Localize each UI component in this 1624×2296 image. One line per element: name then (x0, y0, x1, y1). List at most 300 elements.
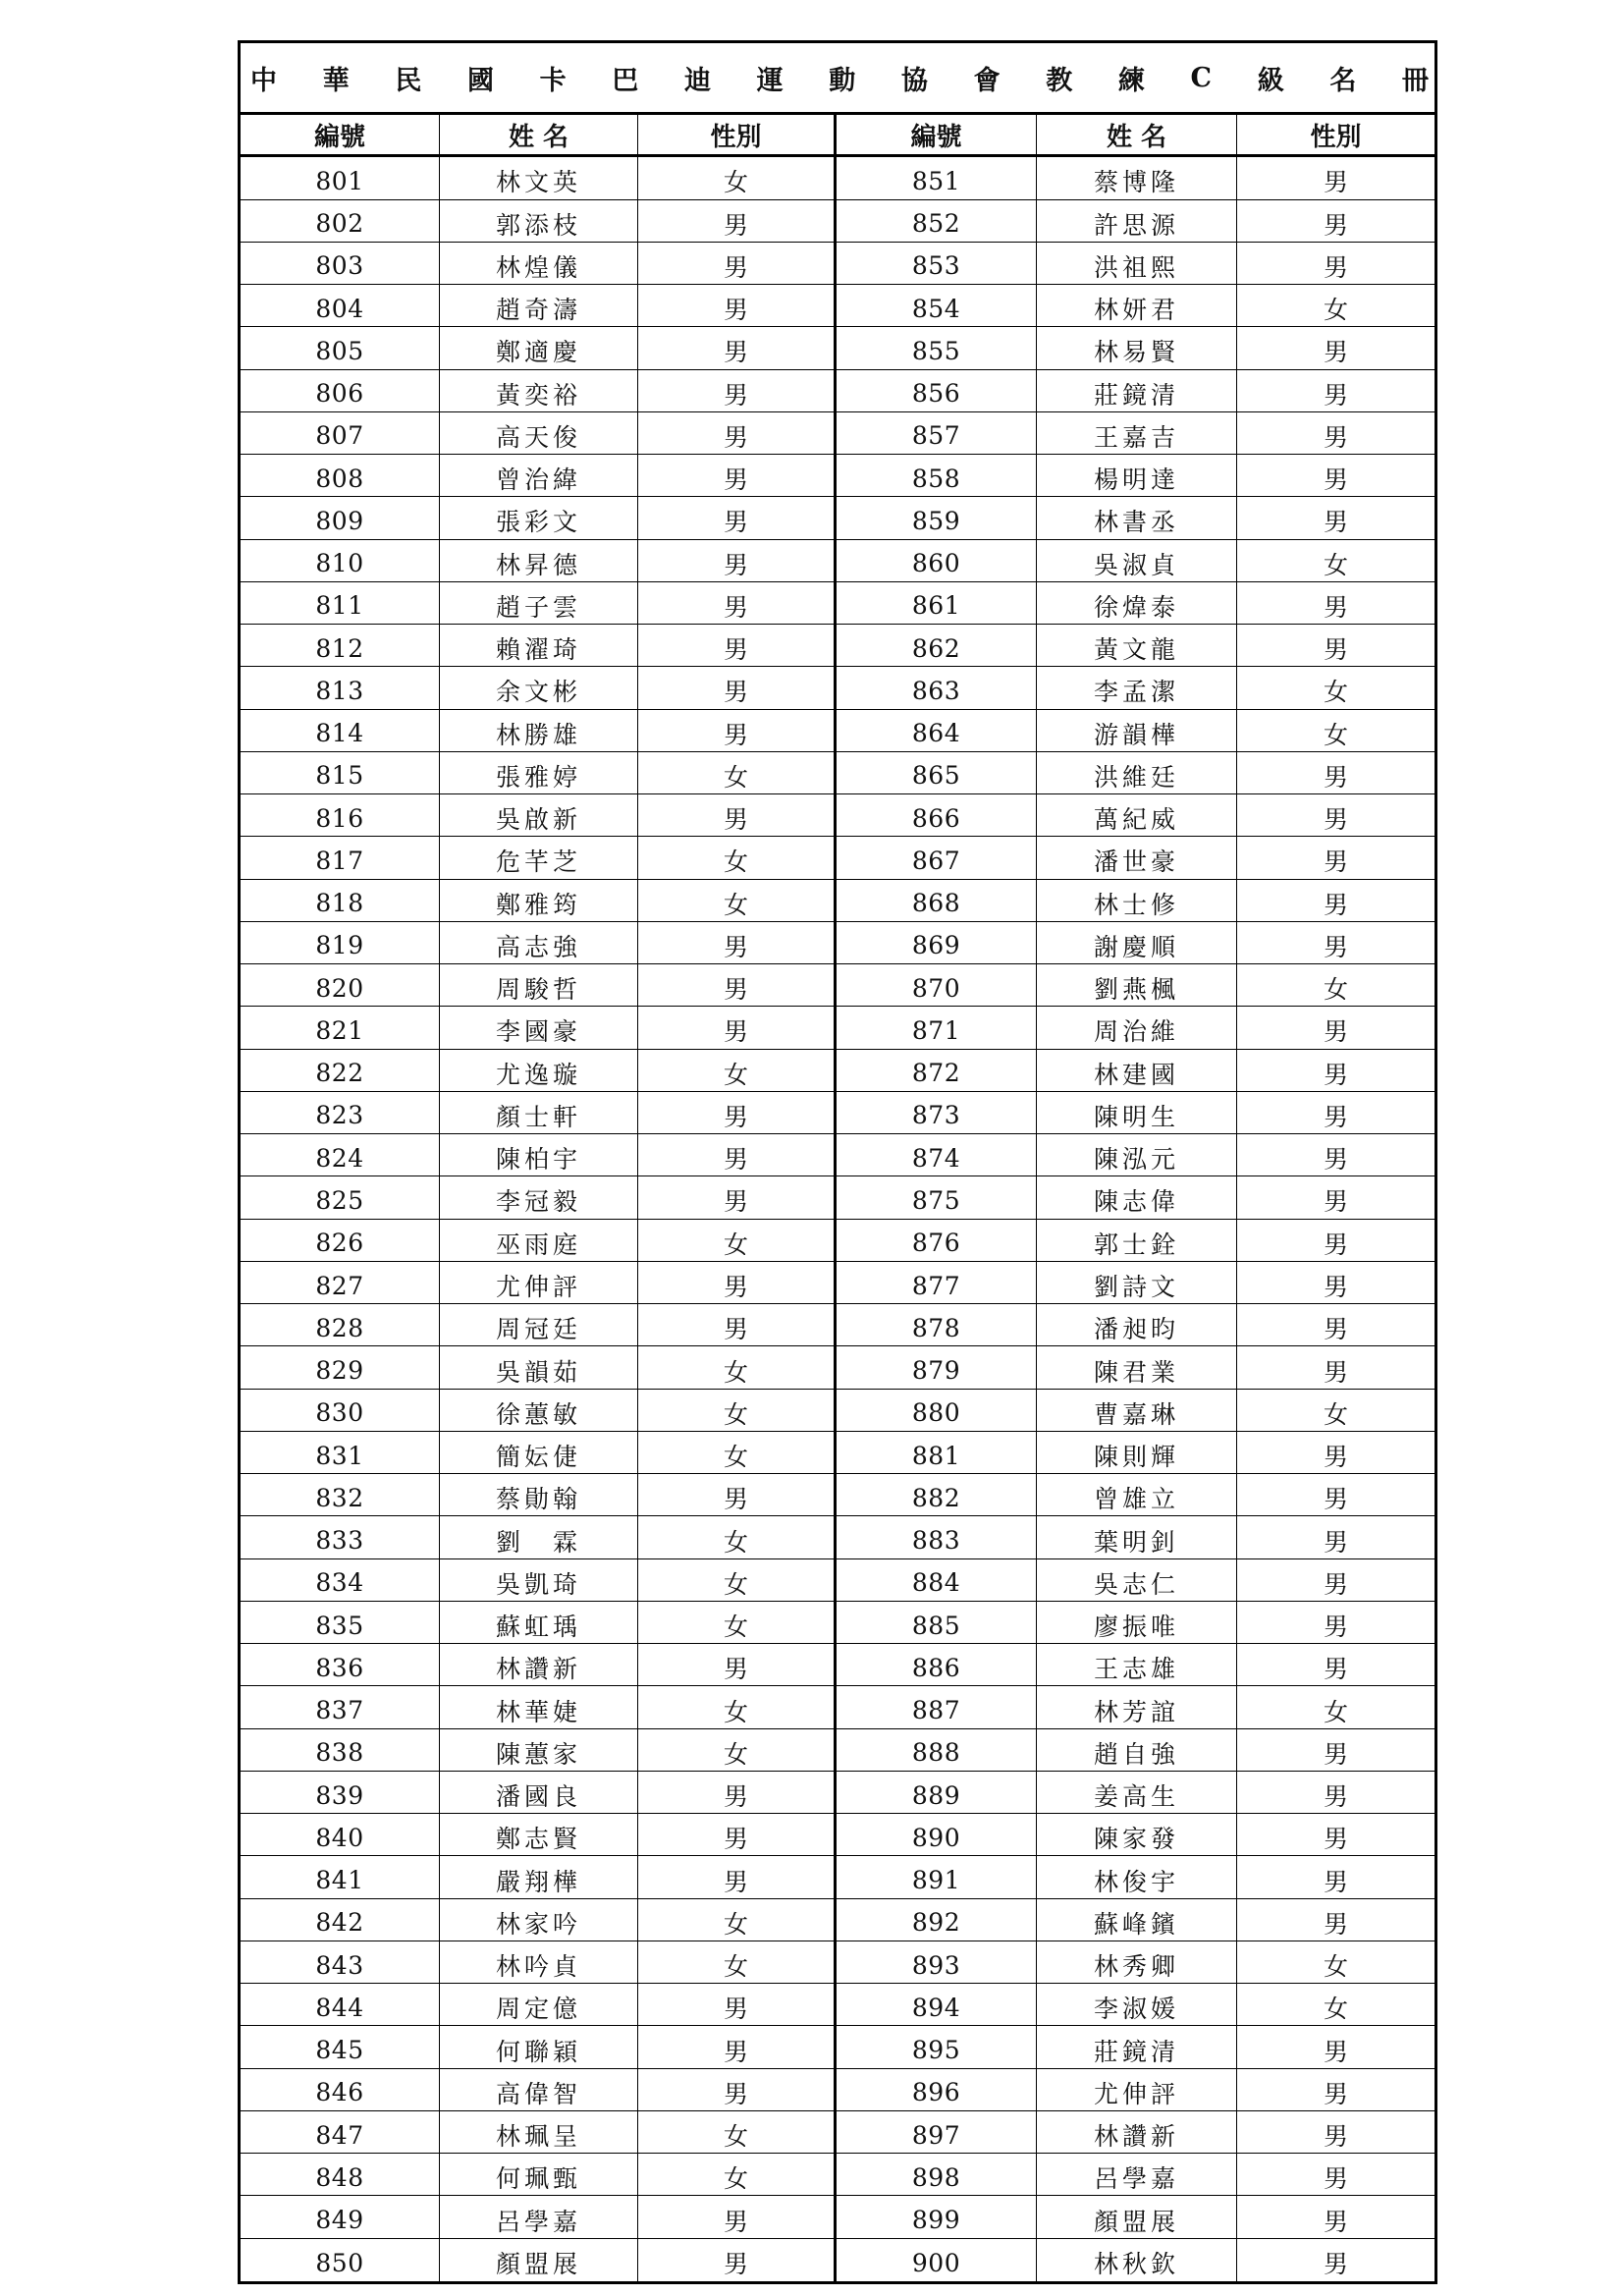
member-name: 徐煒泰 (1037, 582, 1237, 625)
title-char: 教 (1046, 65, 1073, 96)
column-header: 姓 名 (1037, 115, 1237, 157)
member-number: 810 (241, 540, 440, 582)
member-gender: 女 (638, 1220, 837, 1262)
member-number: 830 (241, 1390, 440, 1432)
member-name: 郭添枝 (440, 200, 638, 243)
member-number: 892 (837, 1899, 1037, 1941)
member-number: 834 (241, 1559, 440, 1602)
member-number: 808 (241, 455, 440, 497)
member-gender: 女 (638, 752, 837, 794)
member-number: 829 (241, 1346, 440, 1389)
member-gender: 男 (1237, 1644, 1435, 1686)
member-gender: 男 (1237, 1772, 1435, 1814)
member-name: 黃文龍 (1037, 625, 1237, 667)
member-number: 883 (837, 1516, 1037, 1558)
member-name: 趙奇濤 (440, 285, 638, 327)
member-gender: 男 (1237, 1899, 1435, 1941)
member-gender: 男 (1237, 1814, 1435, 1856)
member-gender: 男 (638, 540, 837, 582)
member-gender: 男 (1237, 1262, 1435, 1304)
member-gender: 女 (1237, 1686, 1435, 1728)
member-gender: 女 (638, 157, 837, 199)
member-name: 尤伸評 (1037, 2069, 1237, 2111)
member-gender: 男 (638, 922, 837, 964)
member-number: 881 (837, 1432, 1037, 1474)
member-name: 林妍君 (1037, 285, 1237, 327)
member-gender: 男 (1237, 582, 1435, 625)
member-number: 884 (837, 1559, 1037, 1602)
member-number: 872 (837, 1050, 1037, 1092)
member-name: 陳志偉 (1037, 1176, 1237, 1219)
member-name: 陳泓元 (1037, 1134, 1237, 1176)
member-gender: 男 (1237, 922, 1435, 964)
member-name: 許思源 (1037, 200, 1237, 243)
member-gender: 男 (638, 1644, 837, 1686)
member-number: 875 (837, 1176, 1037, 1219)
member-name: 林昇德 (440, 540, 638, 582)
member-gender: 男 (1237, 2026, 1435, 2068)
member-number: 821 (241, 1007, 440, 1049)
member-number: 841 (241, 1856, 440, 1898)
member-name: 黃奕裕 (440, 370, 638, 412)
member-name: 曾治緯 (440, 455, 638, 497)
member-number: 869 (837, 922, 1037, 964)
member-number: 832 (241, 1474, 440, 1516)
member-gender: 女 (1237, 1984, 1435, 2026)
member-number: 846 (241, 2069, 440, 2111)
member-number: 842 (241, 1899, 440, 1941)
member-name: 張雅婷 (440, 752, 638, 794)
member-name: 顏盟展 (1037, 2196, 1237, 2238)
member-name: 潘昶昀 (1037, 1304, 1237, 1346)
member-gender: 女 (1237, 964, 1435, 1007)
member-gender: 男 (638, 285, 837, 327)
member-name: 潘世豪 (1037, 837, 1237, 879)
member-gender: 男 (638, 1304, 837, 1346)
member-gender: 男 (638, 2196, 837, 2238)
member-name: 高志強 (440, 922, 638, 964)
member-number: 876 (837, 1220, 1037, 1262)
member-name: 張彩文 (440, 497, 638, 539)
member-name: 林士修 (1037, 880, 1237, 922)
member-name: 林煌儀 (440, 243, 638, 285)
title-char: 名 (1329, 65, 1357, 96)
member-gender: 女 (638, 1346, 837, 1389)
member-number: 896 (837, 2069, 1037, 2111)
title-char: 冊 (1402, 65, 1429, 96)
member-gender: 男 (638, 1134, 837, 1176)
member-name: 陳家發 (1037, 1814, 1237, 1856)
member-number: 885 (837, 1602, 1037, 1644)
member-number: 899 (837, 2196, 1037, 2238)
member-gender: 男 (1237, 1602, 1435, 1644)
member-gender: 男 (638, 1092, 837, 1134)
member-number: 865 (837, 752, 1037, 794)
member-gender: 男 (1237, 1050, 1435, 1092)
roster-sheet (238, 40, 1437, 2284)
member-name: 林文英 (440, 157, 638, 199)
member-name: 曹嘉琳 (1037, 1390, 1237, 1432)
member-number: 803 (241, 243, 440, 285)
member-gender: 男 (638, 1262, 837, 1304)
column-header: 姓 名 (440, 115, 638, 157)
member-name: 陳則輝 (1037, 1432, 1237, 1474)
member-name: 洪維廷 (1037, 752, 1237, 794)
member-name: 林易賢 (1037, 327, 1237, 369)
member-name: 李國豪 (440, 1007, 638, 1049)
member-gender: 男 (638, 412, 837, 455)
member-number: 836 (241, 1644, 440, 1686)
member-gender: 女 (638, 1390, 837, 1432)
column-header: 編號 (837, 115, 1037, 157)
member-gender: 男 (1237, 1474, 1435, 1516)
member-number: 801 (241, 157, 440, 199)
member-name: 林秀卿 (1037, 1941, 1237, 1984)
member-number: 857 (837, 412, 1037, 455)
member-gender: 女 (638, 1432, 837, 1474)
member-number: 827 (241, 1262, 440, 1304)
member-gender: 男 (1237, 243, 1435, 285)
member-name: 陳柏宇 (440, 1134, 638, 1176)
member-number: 835 (241, 1602, 440, 1644)
member-number: 825 (241, 1176, 440, 1219)
member-number: 890 (837, 1814, 1037, 1856)
member-number: 809 (241, 497, 440, 539)
member-name: 吳淑貞 (1037, 540, 1237, 582)
member-name: 王嘉吉 (1037, 412, 1237, 455)
member-number: 877 (837, 1262, 1037, 1304)
member-number: 894 (837, 1984, 1037, 2026)
member-number: 845 (241, 2026, 440, 2068)
member-gender: 男 (1237, 752, 1435, 794)
member-gender: 男 (1237, 794, 1435, 837)
member-gender: 男 (1237, 625, 1435, 667)
member-name: 林珮呈 (440, 2111, 638, 2154)
member-gender: 男 (1237, 200, 1435, 243)
member-name: 周冠廷 (440, 1304, 638, 1346)
member-gender: 男 (1237, 157, 1435, 199)
member-name: 劉燕楓 (1037, 964, 1237, 1007)
member-number: 852 (837, 200, 1037, 243)
member-number: 826 (241, 1220, 440, 1262)
member-name: 高天俊 (440, 412, 638, 455)
member-gender: 男 (1237, 2154, 1435, 2196)
member-number: 854 (837, 285, 1037, 327)
member-number: 811 (241, 582, 440, 625)
member-number: 831 (241, 1432, 440, 1474)
member-gender: 男 (1237, 1856, 1435, 1898)
member-name: 周駿哲 (440, 964, 638, 1007)
title-char: 中 (250, 65, 277, 96)
member-gender: 女 (638, 1602, 837, 1644)
member-number: 862 (837, 625, 1037, 667)
member-number: 895 (837, 2026, 1037, 2068)
member-name: 林建國 (1037, 1050, 1237, 1092)
member-number: 898 (837, 2154, 1037, 2196)
member-number: 874 (837, 1134, 1037, 1176)
member-number: 893 (837, 1941, 1037, 1984)
member-name: 趙子雲 (440, 582, 638, 625)
member-name: 鄭雅筠 (440, 880, 638, 922)
member-number: 840 (241, 1814, 440, 1856)
member-name: 吳凱琦 (440, 1559, 638, 1602)
member-name: 林讚新 (440, 1644, 638, 1686)
member-number: 889 (837, 1772, 1037, 1814)
member-name: 鄭志賢 (440, 1814, 638, 1856)
column-header: 性別 (1237, 115, 1435, 157)
member-number: 860 (837, 540, 1037, 582)
title-char: 運 (756, 65, 784, 96)
member-number: 844 (241, 1984, 440, 2026)
member-gender: 男 (638, 1176, 837, 1219)
member-number: 807 (241, 412, 440, 455)
member-name: 劉詩文 (1037, 1262, 1237, 1304)
member-number: 900 (837, 2239, 1037, 2281)
member-name: 莊鏡清 (1037, 370, 1237, 412)
member-gender: 男 (1237, 1134, 1435, 1176)
member-gender: 男 (1237, 1432, 1435, 1474)
member-number: 814 (241, 710, 440, 752)
title-char: 動 (829, 65, 856, 96)
member-gender: 男 (1237, 455, 1435, 497)
member-gender: 男 (1237, 1220, 1435, 1262)
member-gender: 男 (638, 1856, 837, 1898)
member-name: 陳明生 (1037, 1092, 1237, 1134)
title-char: 華 (322, 65, 350, 96)
member-number: 863 (837, 667, 1037, 709)
member-number: 897 (837, 2111, 1037, 2154)
member-gender: 女 (638, 1729, 837, 1772)
member-gender: 男 (1237, 1346, 1435, 1389)
member-gender: 女 (638, 1559, 837, 1602)
member-name: 蔡勛翰 (440, 1474, 638, 1516)
member-gender: 男 (638, 710, 837, 752)
member-gender: 男 (638, 455, 837, 497)
member-name: 游韻樺 (1037, 710, 1237, 752)
member-gender: 男 (1323, 2250, 1348, 2279)
member-gender: 男 (638, 327, 837, 369)
member-number: 806 (241, 370, 440, 412)
member-gender: 女 (638, 1686, 837, 1728)
member-gender: 女 (638, 1899, 837, 1941)
member-number: 864 (837, 710, 1037, 752)
member-number: 849 (241, 2196, 440, 2238)
title-char: 會 (973, 65, 1001, 96)
member-gender: 女 (638, 1050, 837, 1092)
member-name: 周治維 (1037, 1007, 1237, 1049)
member-name: 顏士軒 (440, 1092, 638, 1134)
member-gender: 女 (638, 2154, 837, 2196)
member-gender: 男 (1237, 2111, 1435, 2154)
member-number: 858 (837, 455, 1037, 497)
member-number: 856 (837, 370, 1037, 412)
member-number: 848 (241, 2154, 440, 2196)
member-number: 879 (837, 1346, 1037, 1389)
member-name: 鄭適慶 (440, 327, 638, 369)
member-name: 林吟貞 (440, 1941, 638, 1984)
member-name: 李孟潔 (1037, 667, 1237, 709)
member-gender: 男 (1237, 370, 1435, 412)
member-name: 潘國良 (440, 1772, 638, 1814)
document-title (241, 43, 1435, 115)
member-gender: 男 (1237, 1559, 1435, 1602)
member-gender: 女 (1237, 667, 1435, 709)
member-gender: 男 (638, 1474, 837, 1516)
member-number: 867 (837, 837, 1037, 879)
member-number: 819 (241, 922, 440, 964)
member-gender: 男 (638, 497, 837, 539)
member-number: 839 (241, 1772, 440, 1814)
title-char: 國 (466, 65, 494, 96)
member-number: 859 (837, 497, 1037, 539)
member-number: 847 (241, 2111, 440, 2154)
member-gender: 男 (1237, 2069, 1435, 2111)
member-gender: 男 (1237, 327, 1435, 369)
member-name: 嚴翔樺 (440, 1856, 638, 1898)
member-name: 蔡博隆 (1037, 157, 1237, 199)
member-gender: 女 (1237, 1941, 1435, 1984)
member-name: 徐蕙敏 (440, 1390, 638, 1432)
member-number: 891 (837, 1856, 1037, 1898)
member-name: 曾雄立 (1037, 1474, 1237, 1516)
member-gender: 男 (638, 243, 837, 285)
member-name: 李淑媛 (1037, 1984, 1237, 2026)
member-gender: 女 (638, 837, 837, 879)
member-number: 882 (837, 1474, 1037, 1516)
member-gender: 男 (638, 1984, 837, 2026)
member-gender: 男 (1237, 837, 1435, 879)
member-gender: 男 (638, 1007, 837, 1049)
member-number: 888 (837, 1729, 1037, 1772)
member-number: 823 (241, 1092, 440, 1134)
member-name: 尤逸璇 (440, 1050, 638, 1092)
member-name: 周定億 (440, 1984, 638, 2026)
member-number: 815 (241, 752, 440, 794)
member-number: 866 (837, 794, 1037, 837)
member-gender: 男 (1237, 880, 1435, 922)
member-name: 林華婕 (440, 1686, 638, 1728)
member-gender: 男 (1237, 412, 1435, 455)
member-number: 817 (241, 837, 440, 879)
member-name: 高偉智 (440, 2069, 638, 2111)
member-gender: 男 (1237, 2196, 1435, 2238)
member-number: 855 (837, 327, 1037, 369)
member-name: 林俊宇 (1037, 1856, 1237, 1898)
member-number: 837 (241, 1686, 440, 1728)
member-number: 868 (837, 880, 1037, 922)
column-header: 性別 (638, 115, 837, 157)
member-name: 何聯穎 (440, 2026, 638, 2068)
member-name: 姜高生 (1037, 1772, 1237, 1814)
member-gender: 女 (1237, 710, 1435, 752)
title-char: C (1190, 62, 1213, 93)
member-name: 葉明釗 (1037, 1516, 1237, 1558)
member-gender: 男 (1237, 1304, 1435, 1346)
member-name: 林書丞 (1037, 497, 1237, 539)
member-number: 812 (241, 625, 440, 667)
member-number: 805 (241, 327, 440, 369)
member-name: 林讚新 (1037, 2111, 1237, 2154)
member-gender: 男 (638, 2026, 837, 2068)
member-gender: 女 (1237, 540, 1435, 582)
member-name: 吳志仁 (1037, 1559, 1237, 1602)
member-number: 861 (837, 582, 1037, 625)
member-name: 廖振唯 (1037, 1602, 1237, 1644)
member-name: 陳蕙家 (440, 1729, 638, 1772)
member-name: 林芳誼 (1037, 1686, 1237, 1728)
member-gender: 男 (638, 625, 837, 667)
member-name: 萬紀威 (1037, 794, 1237, 837)
member-name: 莊鏡清 (1037, 2026, 1237, 2068)
member-number: 880 (837, 1390, 1037, 1432)
member-number: 873 (837, 1092, 1037, 1134)
title-char: 協 (900, 65, 928, 96)
member-name: 呂學嘉 (1037, 2154, 1237, 2196)
member-gender: 男 (638, 370, 837, 412)
member-name: 顏盟展 (440, 2239, 638, 2281)
member-gender: 男 (638, 200, 837, 243)
title-char: 級 (1257, 65, 1284, 96)
member-number: 853 (837, 243, 1037, 285)
member-gender: 女 (638, 1941, 837, 1984)
member-number: 828 (241, 1304, 440, 1346)
member-number: 870 (837, 964, 1037, 1007)
member-name: 李冠毅 (440, 1176, 638, 1219)
member-number: 887 (837, 1686, 1037, 1728)
member-number: 838 (241, 1729, 440, 1772)
member-number: 843 (241, 1941, 440, 1984)
member-name: 謝慶順 (1037, 922, 1237, 964)
column-header: 編號 (241, 115, 440, 157)
member-gender: 男 (1237, 497, 1435, 539)
title-char: 迪 (683, 65, 711, 96)
member-number: 818 (241, 880, 440, 922)
title-char: 卡 (539, 65, 567, 96)
member-name: 吳啟新 (440, 794, 638, 837)
member-name: 王志雄 (1037, 1644, 1237, 1686)
member-name: 簡妘倢 (440, 1432, 638, 1474)
member-gender: 女 (638, 880, 837, 922)
member-name: 趙自強 (1037, 1729, 1237, 1772)
member-name: 危芊芝 (440, 837, 638, 879)
member-gender: 女 (638, 2111, 837, 2154)
member-number: 833 (241, 1516, 440, 1558)
member-name: 賴濯琦 (440, 625, 638, 667)
member-name: 呂學嘉 (440, 2196, 638, 2238)
member-gender: 女 (1237, 1390, 1435, 1432)
member-name: 蘇虹瑀 (440, 1602, 638, 1644)
title-char: 民 (395, 65, 422, 96)
roster-table (241, 115, 1435, 2281)
member-name: 吳韻茹 (440, 1346, 638, 1389)
member-name: 何珮甄 (440, 2154, 638, 2196)
member-gender: 男 (1237, 1007, 1435, 1049)
member-gender: 男 (1237, 1516, 1435, 1558)
member-name: 林勝雄 (440, 710, 638, 752)
member-name: 劉 霖 (440, 1516, 638, 1558)
member-number: 802 (241, 200, 440, 243)
member-number: 813 (241, 667, 440, 709)
member-number: 850 (241, 2239, 440, 2281)
member-name: 林家吟 (440, 1899, 638, 1941)
member-name: 余文彬 (440, 667, 638, 709)
member-number: 886 (837, 1644, 1037, 1686)
member-number: 871 (837, 1007, 1037, 1049)
title-char: 巴 (612, 65, 639, 96)
member-gender: 男 (638, 582, 837, 625)
member-gender: 男 (1237, 1092, 1435, 1134)
member-gender: 男 (1237, 1729, 1435, 1772)
